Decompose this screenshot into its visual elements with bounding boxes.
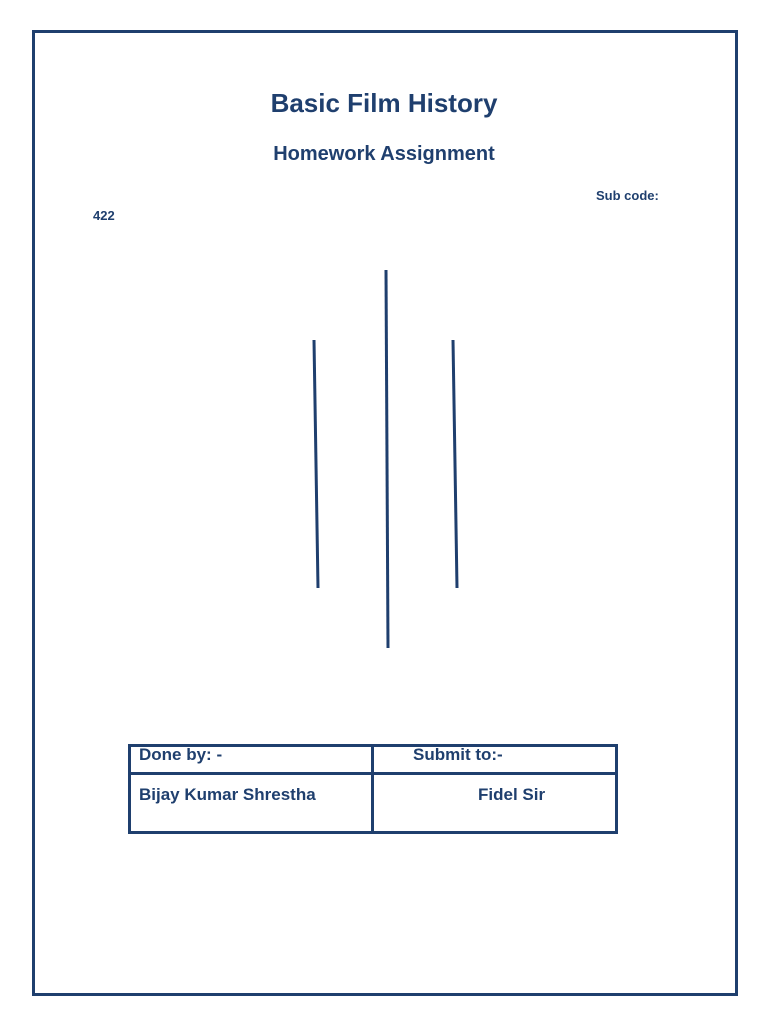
done-by-label: Done by: -: [139, 745, 223, 764]
submission-table: [128, 744, 618, 834]
page-border: [32, 30, 738, 996]
sub-code-label: Sub code:: [596, 188, 659, 203]
student-name: Bijay Kumar Shrestha: [139, 785, 316, 804]
teacher-name: Fidel Sir: [478, 785, 546, 804]
table-column-divider: [371, 744, 374, 834]
document-title: Basic Film History: [270, 88, 498, 118]
document-subtitle: Homework Assignment: [273, 143, 495, 165]
submit-to-label: Submit to:-: [413, 745, 503, 764]
sub-code-value: 422: [93, 208, 115, 223]
